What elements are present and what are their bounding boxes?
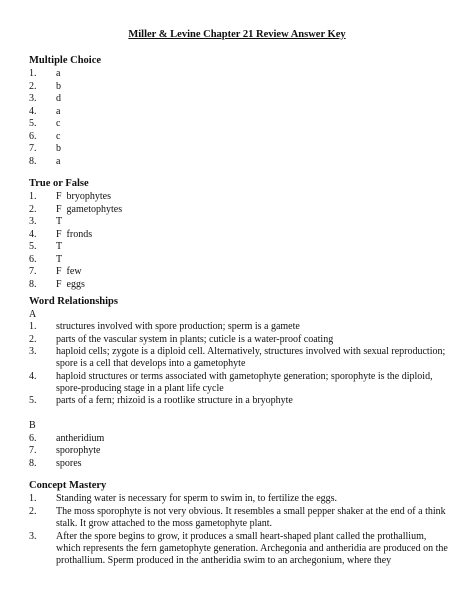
mc-item: 5. c [29, 118, 61, 129]
tf-item: 3. T [29, 216, 63, 227]
part-b-label: B [29, 420, 36, 431]
tf-item: 5. T [29, 241, 63, 252]
true-false-heading: True or False [29, 178, 89, 189]
cm-item: 3. After the spore begins to grow, it produces a small heart-shaped plant called the prothallium, which represents the fern gametophyte generation. Archegonia and antheridia are produced on the prothallium. Sperm produced in the antheridia swim to an archegonium, where they [29, 530, 448, 567]
mc-item: 4. a [29, 105, 61, 117]
wr-item: 5. parts of a fern; rhizoid is a rootlike structure in a bryophyte [29, 395, 293, 406]
mc-item: 2. b [29, 80, 61, 92]
wr-item: 8. spores [29, 457, 82, 469]
concept-mastery-heading: Concept Mastery [29, 480, 107, 491]
cm-item: 1. Standing water is necessary for sperm to swim in, to fertilize the eggs. [29, 493, 338, 504]
mc-item: 7. b [29, 143, 61, 154]
wr-item: 2. parts of the vascular system in plants; cuticle is a water-proof coating [29, 333, 334, 345]
mc-item: 1. a [29, 68, 61, 79]
word-relationships-heading: Word Relationships [29, 296, 118, 307]
wr-item: 1. structures involved with spore production; sperm is a gamete [29, 321, 300, 332]
wr-item: 3. haploid cells; zygote is a diploid cell. Alternatively, structures involved with sexual reproduction; spore is a cell that develops into a gametophyte [29, 346, 446, 370]
tf-item: 8. F eggs [29, 278, 85, 290]
wr-item: 6. antheridium [29, 432, 105, 444]
part-a-label: A [29, 309, 37, 320]
multiple-choice-heading: Multiple Choice [29, 55, 102, 66]
tf-item: 6. T [29, 253, 63, 265]
tf-item: 7. F few [29, 266, 82, 277]
mc-item: 3. d [29, 93, 61, 104]
tf-item: 1. F bryophytes [29, 191, 111, 202]
mc-item: 6. c [29, 130, 61, 142]
mc-item: 8. a [29, 155, 61, 167]
tf-item: 2. F gametophytes [29, 203, 123, 215]
wr-item: 7. sporophyte [29, 445, 101, 456]
page-title: Miller & Levine Chapter 21 Review Answer Key [128, 29, 346, 40]
wr-item: 4. haploid structures or terms associated with gametophyte generation; sporophyte is the diploid, spore-producing stage in a plant life cycle [29, 370, 433, 394]
cm-item: 2. The moss sporophyte is not very obvious. It resembles a small pepper shaker at the end of a think stalk. It grow attached to the moss gametophyte plant. [29, 505, 446, 529]
tf-item: 4. F fronds [29, 228, 93, 240]
